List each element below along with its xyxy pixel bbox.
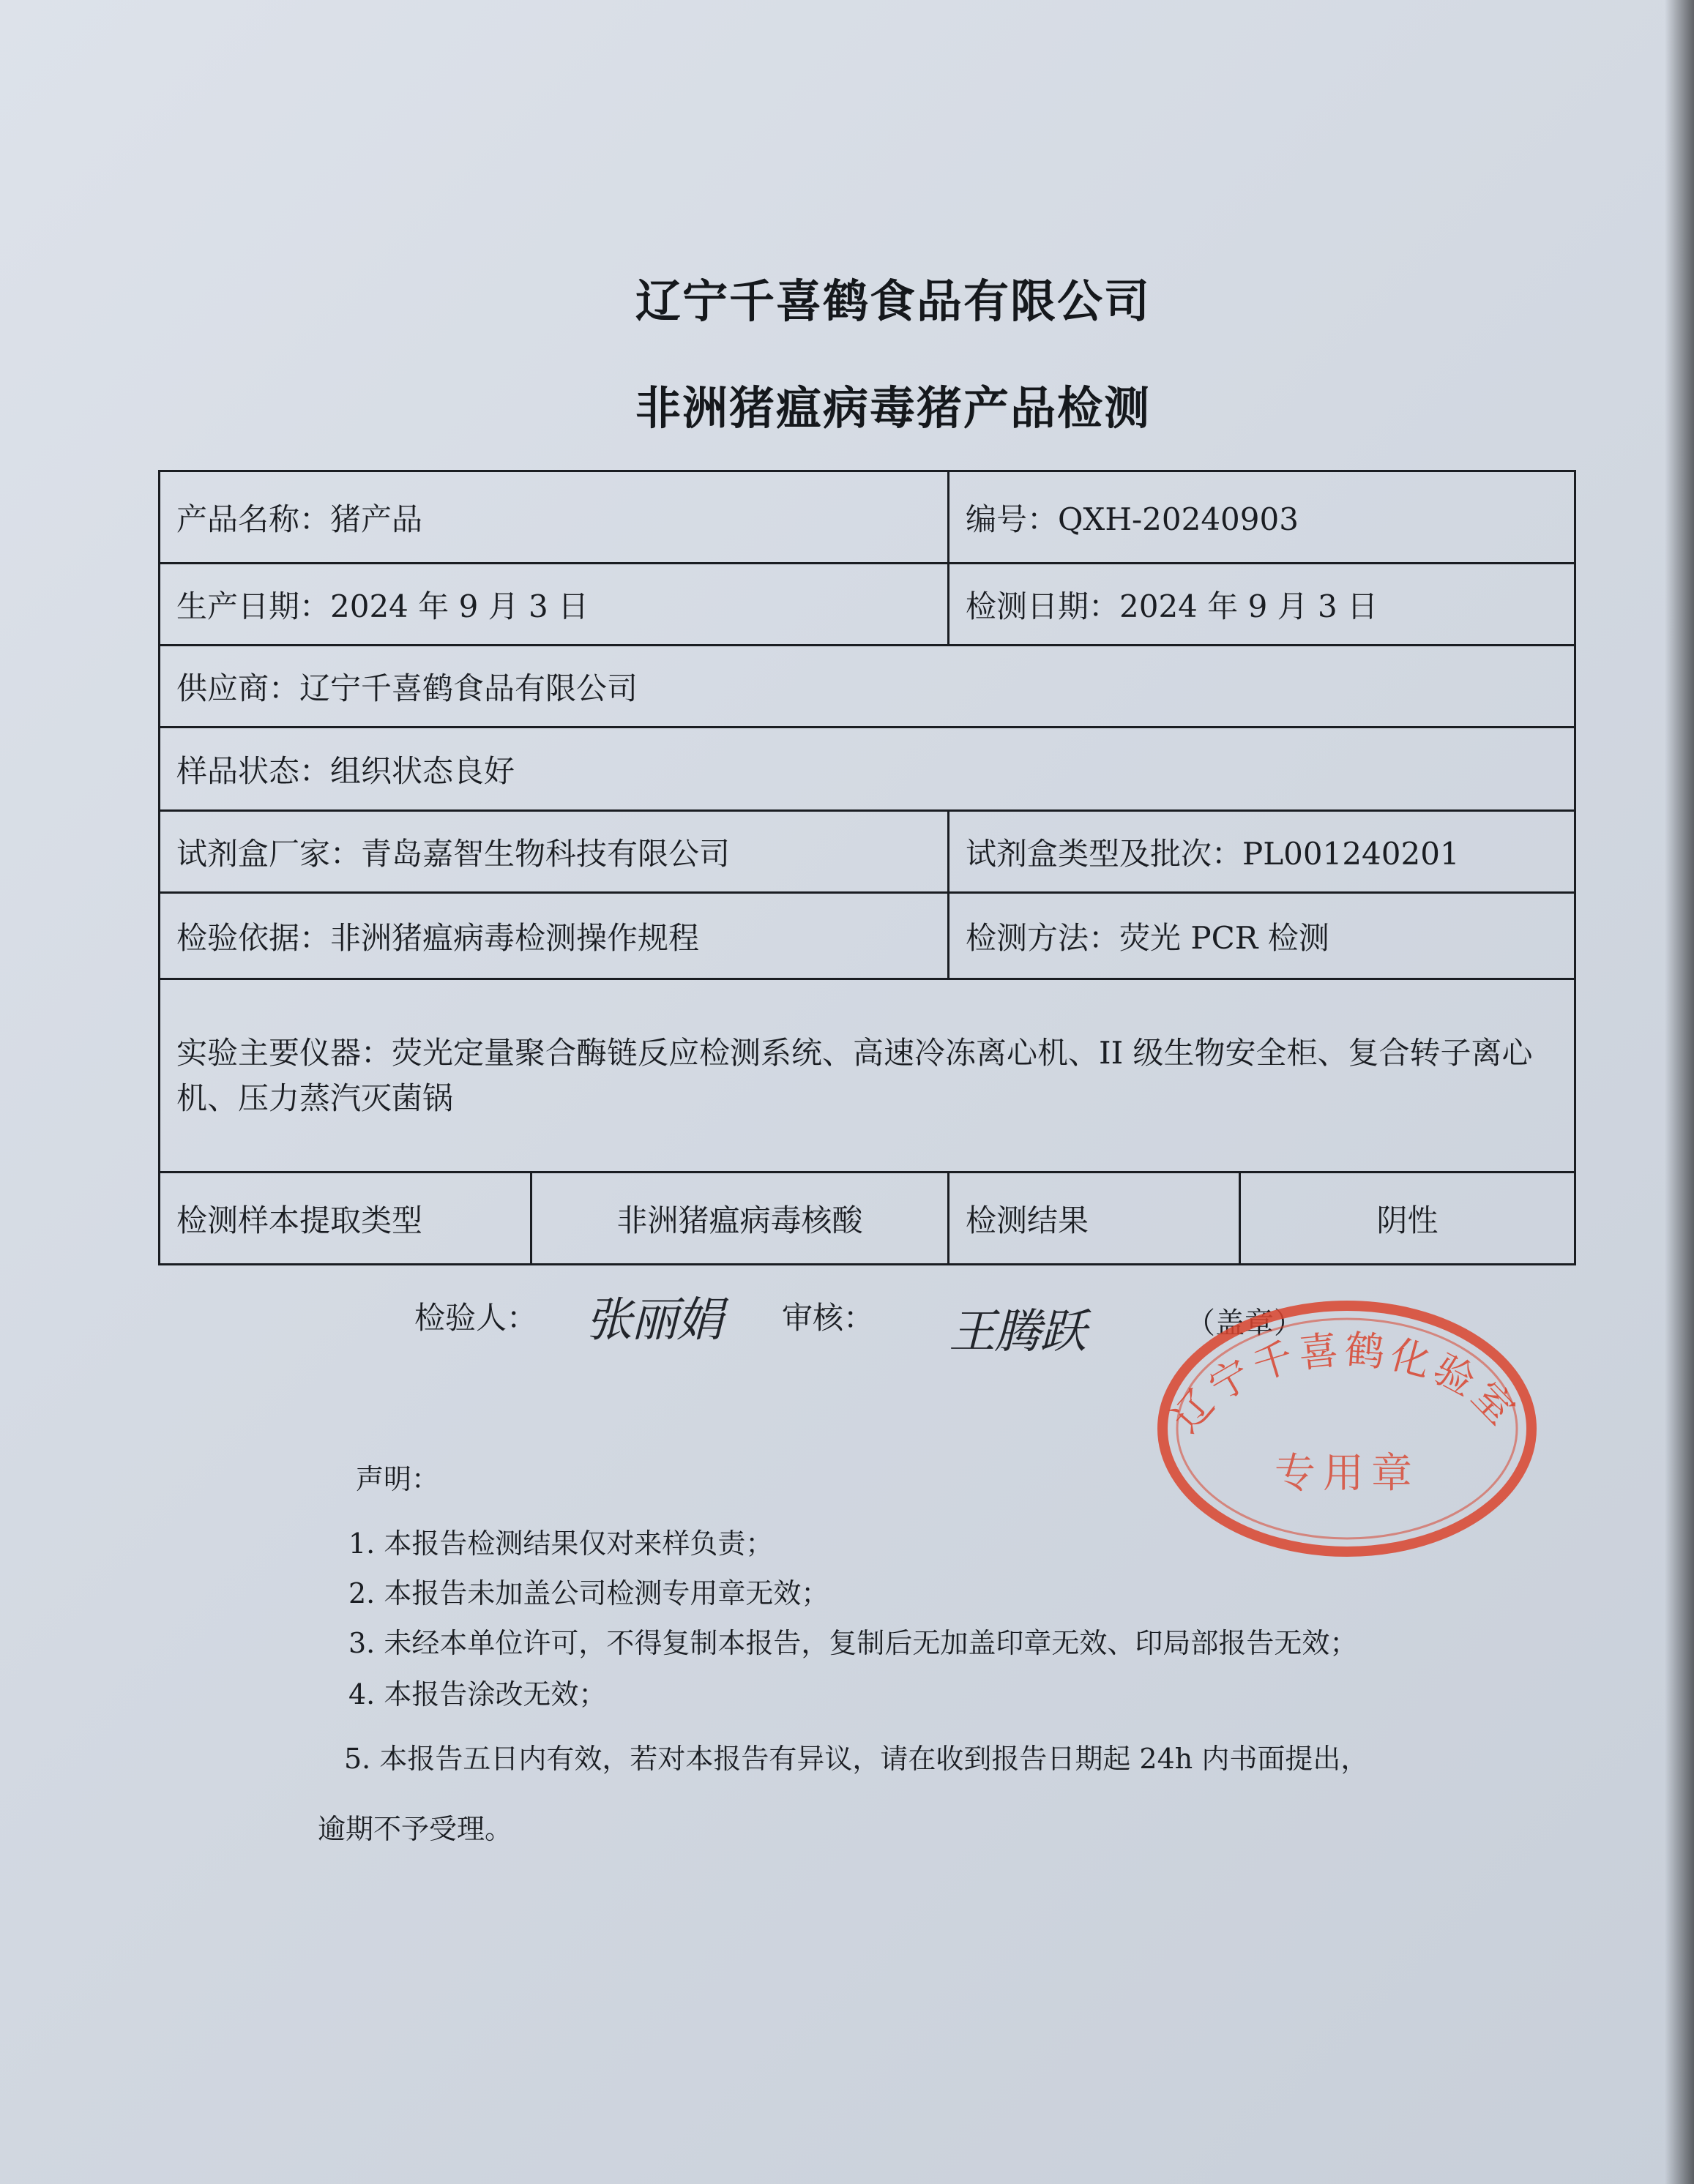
report-table — [158, 470, 1576, 1265]
result-value-cell: 阴性 — [1240, 1173, 1575, 1265]
extract-type-label-cell: 检测样本提取类型 — [160, 1173, 531, 1265]
test-date-cell: 检测日期：2024 年 9 月 3 日 — [949, 564, 1575, 646]
report-title: 非洲猪瘟病毒猪产品检测 — [635, 381, 1151, 435]
disclaimer-continuation: 逾期不予受理。 — [318, 1813, 513, 1845]
serial-number-cell: 编号：QXH-20240903 — [949, 471, 1575, 564]
company-title: 辽宁千喜鹤食品有限公司 — [635, 274, 1151, 328]
supplier-cell: 供应商：辽宁千喜鹤食品有限公司 — [160, 646, 1575, 728]
method-cell: 检测方法：荧光 PCR 检测 — [949, 893, 1575, 979]
stamp-label: （盖章） — [1186, 1306, 1303, 1340]
extract-type-value-cell: 非洲猪瘟病毒核酸 — [531, 1173, 949, 1265]
kit-type-batch-cell: 试剂盒类型及批次：PL001240201 — [949, 811, 1575, 893]
sample-state-cell: 样品状态：组织状态良好 — [160, 728, 1575, 811]
production-date-cell: 生产日期：2024 年 9 月 3 日 — [160, 564, 949, 646]
result-label-cell: 检测结果 — [949, 1173, 1240, 1265]
svg-text:专用章: 专用章 — [1275, 1450, 1419, 1497]
disclaimer-item: 5. 本报告五日内有效，若对本报告有异议，请在收到报告日期起 24h 内书面提出， — [344, 1743, 1369, 1775]
inspector-label: 检验人： — [414, 1300, 538, 1336]
product-name-cell: 产品名称：猪产品 — [160, 471, 949, 564]
svg-text:辽宁千喜鹤化验室: 辽宁千喜鹤化验室 — [1163, 1326, 1527, 1442]
kit-maker-cell: 试剂盒厂家：青岛嘉智生物科技有限公司 — [160, 811, 949, 893]
disclaimer-item: 4. 本报告涂改无效； — [348, 1678, 607, 1710]
disclaimer-item: 3. 未经本单位许可，不得复制本报告，复制后无加盖印章无效、印局部报告无效； — [348, 1627, 1358, 1659]
disclaimer-heading: 声明： — [356, 1463, 440, 1495]
disclaimer-item: 2. 本报告未加盖公司检测专用章无效； — [348, 1577, 829, 1609]
company-seal — [1149, 1290, 1545, 1568]
reviewer-signature: 王腾跃 — [949, 1305, 1085, 1359]
disclaimer-item: 1. 本报告检测结果仅对来样负责； — [348, 1527, 774, 1560]
instruments-cell: 实验主要仪器：荧光定量聚合酶链反应检测系统、高速冷冻离心机、II 级生物安全柜、复合转子离心机、压力蒸汽灭菌锅 — [160, 979, 1575, 1173]
reviewer-label: 审核： — [782, 1300, 875, 1336]
inspector-signature: 张丽娟 — [586, 1293, 722, 1347]
basis-cell: 检验依据：非洲猪瘟病毒检测操作规程 — [160, 893, 949, 979]
